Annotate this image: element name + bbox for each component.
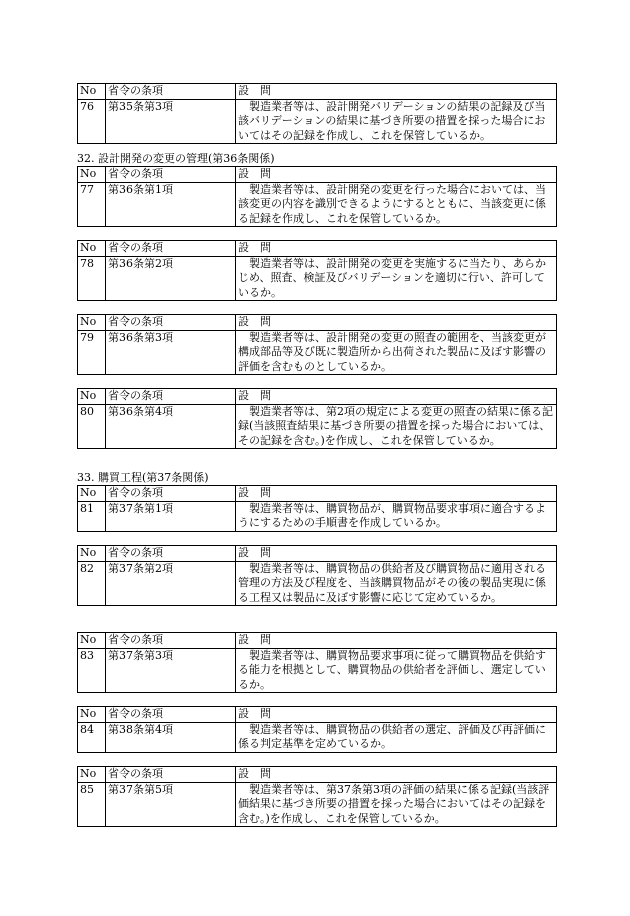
section-title-33: 33. 購買工程(第37条関係)	[77, 471, 209, 484]
question-table-83	[77, 632, 557, 693]
header-article: 省令の条項	[106, 389, 236, 405]
header-no: No	[78, 707, 106, 723]
row-question: 製造業者等は、設計開発の変更を実施するに当たり、あらかじめ、照査、検証及びバリデーションを適切に行い、許可しているか。	[236, 256, 557, 301]
header-article: 省令の条項	[106, 633, 236, 649]
header-article: 省令の条項	[106, 546, 236, 562]
header-question: 設 問	[236, 84, 557, 100]
row-article: 第37条第2項	[106, 561, 236, 606]
table-header-row	[78, 707, 557, 723]
table-header-row	[78, 767, 557, 783]
row-no: 84	[78, 722, 106, 752]
table-header-row	[78, 167, 557, 183]
table-header-row	[78, 486, 557, 502]
table-row	[78, 404, 557, 449]
question-table-81	[77, 485, 557, 532]
question-table-79	[77, 314, 557, 375]
header-article: 省令の条項	[106, 315, 236, 331]
table-row	[78, 648, 557, 693]
header-question: 設 問	[236, 707, 557, 723]
row-article: 第36条第4項	[106, 404, 236, 449]
row-question: 製造業者等は、第2項の規定による変更の照査の結果に係る記録(当該照査結果に基づき所要の措置を採った場合においては、その記録を含む。)を作成し、これを保管しているか。	[236, 404, 557, 449]
header-article: 省令の条項	[106, 241, 236, 257]
header-question: 設 問	[236, 167, 557, 183]
header-no: No	[78, 84, 106, 100]
row-no: 79	[78, 330, 106, 375]
row-question: 製造業者等は、設計開発バリデーションの結果の記録及び当該バリデーションの結果に基づき所要の措置を採った場合においてはその記録を作成し、これを保管しているか。	[236, 99, 557, 144]
header-question: 設 問	[236, 389, 557, 405]
row-no: 82	[78, 561, 106, 606]
row-article: 第36条第1項	[106, 182, 236, 227]
row-article: 第36条第2項	[106, 256, 236, 301]
table-header-row	[78, 84, 557, 100]
question-table-84	[77, 706, 557, 753]
header-question: 設 問	[236, 241, 557, 257]
row-question: 製造業者等は、購買物品の供給者の選定、評価及び再評価に係る判定基準を定めているか。	[236, 722, 557, 752]
row-no: 81	[78, 501, 106, 531]
row-question: 製造業者等は、購買物品が、購買物品要求事項に適合するようにするための手順書を作成しているか。	[236, 501, 557, 531]
table-row	[78, 182, 557, 227]
table-row	[78, 722, 557, 752]
row-article: 第37条第5項	[106, 782, 236, 827]
header-question: 設 問	[236, 633, 557, 649]
row-question: 製造業者等は、第37条第3項の評価の結果に係る記録(当該評価結果に基づき所要の措置を採った場合においてはその記録を含む。)を作成し、これを保管しているか。	[236, 782, 557, 827]
table-header-row	[78, 633, 557, 649]
table-row	[78, 782, 557, 827]
row-no: 77	[78, 182, 106, 227]
row-question: 製造業者等は、設計開発の変更を行った場合においては、当該変更の内容を識別できるようにするとともに、当該変更に係る記録を作成し、これを保管しているか。	[236, 182, 557, 227]
row-article: 第35条第3項	[106, 99, 236, 144]
header-no: No	[78, 315, 106, 331]
question-table-76	[77, 83, 557, 144]
row-question: 製造業者等は、設計開発の変更の照査の範囲を、当該変更が構成部品等及び既に製造所から出荷された製品に及ぼす影響の評価を含むものとしているか。	[236, 330, 557, 375]
row-no: 78	[78, 256, 106, 301]
question-table-85	[77, 766, 557, 827]
header-no: No	[78, 486, 106, 502]
question-table-80	[77, 388, 557, 449]
table-row	[78, 330, 557, 375]
header-article: 省令の条項	[106, 707, 236, 723]
header-no: No	[78, 767, 106, 783]
row-article: 第37条第3項	[106, 648, 236, 693]
question-table-78	[77, 240, 557, 301]
question-table-82	[77, 545, 557, 606]
header-question: 設 問	[236, 486, 557, 502]
header-no: No	[78, 167, 106, 183]
header-question: 設 問	[236, 546, 557, 562]
header-article: 省令の条項	[106, 167, 236, 183]
row-article: 第37条第1項	[106, 501, 236, 531]
row-no: 80	[78, 404, 106, 449]
header-no: No	[78, 241, 106, 257]
question-table-77	[77, 166, 557, 227]
row-question: 製造業者等は、購買物品要求事項に従って購買物品を供給する能力を根拠として、購買物品の供給者を評価し、選定しているか。	[236, 648, 557, 693]
header-no: No	[78, 389, 106, 405]
table-row	[78, 501, 557, 531]
row-article: 第38条第4項	[106, 722, 236, 752]
table-header-row	[78, 241, 557, 257]
header-question: 設 問	[236, 315, 557, 331]
section-title-32: 32. 設計開発の変更の管理(第36条関係)	[77, 152, 275, 165]
row-article: 第36条第3項	[106, 330, 236, 375]
table-header-row	[78, 389, 557, 405]
header-no: No	[78, 546, 106, 562]
row-question: 製造業者等は、購買物品の供給者及び購買物品に適用される管理の方法及び程度を、当該購買物品がその後の製品実現に係る工程又は製品に及ぼす影響に応じて定めているか。	[236, 561, 557, 606]
header-article: 省令の条項	[106, 767, 236, 783]
table-row	[78, 99, 557, 144]
header-article: 省令の条項	[106, 486, 236, 502]
table-row	[78, 561, 557, 606]
table-row	[78, 256, 557, 301]
table-header-row	[78, 546, 557, 562]
header-no: No	[78, 633, 106, 649]
row-no: 76	[78, 99, 106, 144]
row-no: 83	[78, 648, 106, 693]
header-article: 省令の条項	[106, 84, 236, 100]
header-question: 設 問	[236, 767, 557, 783]
row-no: 85	[78, 782, 106, 827]
table-header-row	[78, 315, 557, 331]
